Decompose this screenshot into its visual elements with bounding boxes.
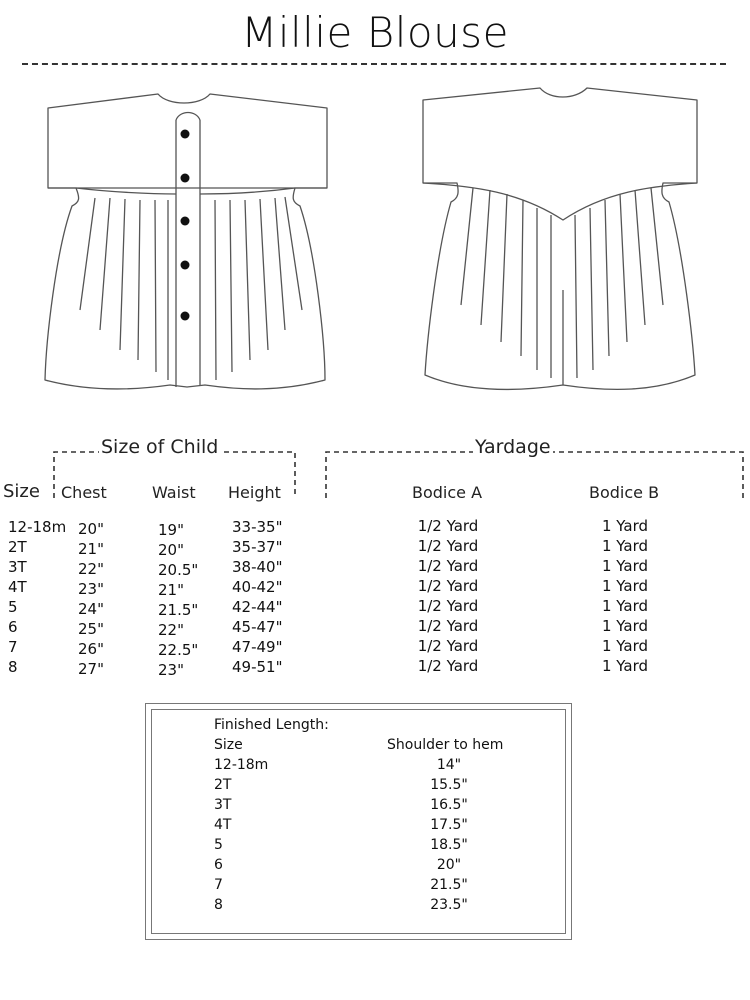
waist-cell: 19" — [158, 521, 184, 539]
finished-size-cell: 7 — [214, 877, 223, 893]
waist-cell: 21" — [158, 581, 184, 599]
bodice-b-cell: 1 Yard — [601, 537, 649, 555]
finished-length-cell: 15.5" — [430, 777, 468, 793]
yardage-heading: Yardage — [475, 436, 551, 458]
height-column-header: Height — [228, 483, 281, 502]
chest-cell: 22" — [78, 560, 104, 578]
finished-length-cell: 18.5" — [430, 837, 468, 853]
finished-length-cell: 23.5" — [430, 897, 468, 913]
bodice-a-cell: 1/2 Yard — [417, 637, 479, 655]
chest-cell: 23" — [78, 580, 104, 598]
bodice-b-cell: 1 Yard — [601, 617, 649, 635]
height-cell: 42-44" — [232, 598, 283, 616]
chest-cell: 21" — [78, 540, 104, 558]
size-cell: 4T — [8, 578, 27, 596]
bodice-a-cell: 1/2 Yard — [417, 517, 479, 535]
finished-length-cell: 16.5" — [430, 797, 468, 813]
size-cell: 2T — [8, 538, 27, 556]
waist-cell: 22" — [158, 621, 184, 639]
bodice-a-cell: 1/2 Yard — [417, 597, 479, 615]
finished-length-cell: 20" — [436, 857, 462, 873]
bodice-b-cell: 1 Yard — [601, 557, 649, 575]
finished-length-cell: 21.5" — [430, 877, 468, 893]
finished-length-cell: 17.5" — [430, 817, 468, 833]
finished-length-heading: Finished Length: — [214, 717, 329, 733]
bodice-b-cell: 1 Yard — [601, 657, 649, 675]
height-cell: 45-47" — [232, 618, 283, 636]
waist-cell: 22.5" — [158, 641, 199, 659]
waist-column-header: Waist — [152, 483, 196, 502]
bodice-b-column-header: Bodice B — [589, 483, 660, 502]
page-title: Millie Blouse — [241, 8, 509, 57]
size-cell: 3T — [8, 558, 27, 576]
finished-length-panel — [145, 703, 572, 940]
size-column-header: Size — [3, 481, 40, 502]
finished-size-cell: 6 — [214, 857, 223, 873]
size-of-child-heading: Size of Child — [101, 436, 219, 458]
height-cell: 38-40" — [232, 558, 283, 576]
chest-cell: 26" — [78, 640, 104, 658]
blouse-front-illustration — [40, 80, 335, 400]
height-cell: 49-51" — [232, 658, 283, 676]
height-cell: 35-37" — [232, 538, 283, 556]
bodice-b-cell: 1 Yard — [601, 577, 649, 595]
chest-cell: 27" — [78, 660, 104, 678]
finished-size-cell: 8 — [214, 897, 223, 913]
blouse-back-illustration — [415, 80, 705, 400]
finished-size-cell: 5 — [214, 837, 223, 853]
finished-size-cell: 2T — [214, 777, 232, 793]
height-cell: 33-35" — [232, 518, 283, 536]
size-cell: 7 — [8, 638, 18, 656]
bodice-a-cell: 1/2 Yard — [417, 617, 479, 635]
chest-cell: 25" — [78, 620, 104, 638]
size-cell: 5 — [8, 598, 18, 616]
finished-size-cell: 4T — [214, 817, 232, 833]
waist-cell: 21.5" — [158, 601, 199, 619]
bodice-a-cell: 1/2 Yard — [417, 657, 479, 675]
waist-cell: 23" — [158, 661, 184, 679]
size-cell: 6 — [8, 618, 18, 636]
size-cell: 12-18m — [8, 518, 67, 536]
waist-cell: 20" — [158, 541, 184, 559]
finished-size-cell: 3T — [214, 797, 232, 813]
finished-length-cell: 14" — [436, 757, 462, 773]
chest-cell: 24" — [78, 600, 104, 618]
bodice-b-cell: 1 Yard — [601, 517, 649, 535]
title-divider — [22, 63, 726, 65]
bodice-a-cell: 1/2 Yard — [417, 557, 479, 575]
bodice-a-cell: 1/2 Yard — [417, 577, 479, 595]
height-cell: 47-49" — [232, 638, 283, 656]
size-cell: 8 — [8, 658, 18, 676]
chest-column-header: Chest — [61, 483, 107, 502]
finished-size-cell: 12-18m — [214, 757, 269, 773]
bodice-b-cell: 1 Yard — [601, 637, 649, 655]
bodice-b-cell: 1 Yard — [601, 597, 649, 615]
bodice-a-column-header: Bodice A — [412, 483, 483, 502]
finished-size-header: Size — [214, 737, 243, 753]
shoulder-to-hem-header: Shoulder to hem — [387, 737, 504, 753]
bodice-a-cell: 1/2 Yard — [417, 537, 479, 555]
height-cell: 40-42" — [232, 578, 283, 596]
chest-cell: 20" — [78, 520, 104, 538]
waist-cell: 20.5" — [158, 561, 199, 579]
